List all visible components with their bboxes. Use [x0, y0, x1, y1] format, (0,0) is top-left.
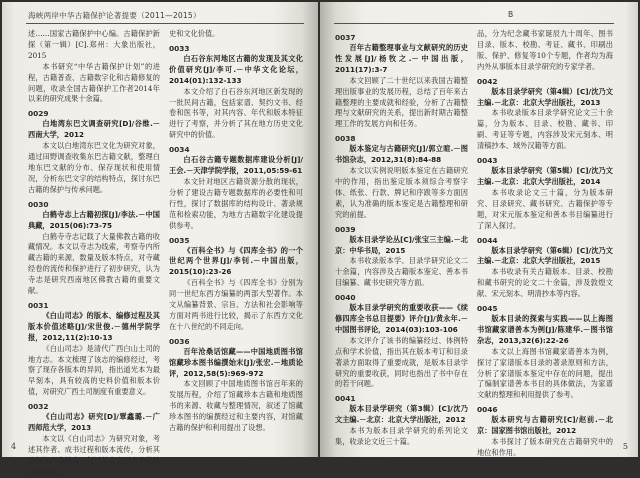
entry-citation: 版本目录学研究（第5辑）[C]/沈乃文主编.－北京：北京大学出版社，2014 — [477, 166, 613, 186]
bibliography-entry — [335, 393, 468, 448]
entry-citation: 《白山司志》的版本、编修过程及其版本价值述略[J]/宋世俊.－德州学院学报，2012,11(2):10-13 — [28, 310, 160, 342]
entry-citation: 《白山司志》研究[D]/覃鑫璐.－广西师范大学，2013 — [28, 412, 160, 433]
left-page-column-1 — [28, 29, 160, 476]
entry-abstract: 本文以《白山司志》为研究对象，考述其作者、成书过程和版本流传，分析其体例与内容特点，探讨其在土司志中的地位和价值。 — [28, 434, 160, 476]
continuation-text: 品，分为纪念藏书家诞辰九十周年、图书目录、版本、校勘、考证、藏书、印刷出版、保护、修复等10个专题，作者均为海内外从事版本目录学研究的专家学者。 — [477, 29, 613, 71]
bibliography-entry — [28, 300, 160, 398]
left-page — [2, 2, 318, 476]
entry-number: 0041 — [335, 394, 356, 404]
bibliography-entry — [169, 144, 303, 231]
bibliography-entry — [28, 199, 160, 297]
bibliography-entry — [28, 401, 160, 477]
entry-number: 0043 — [477, 156, 498, 166]
bibliography-entry — [169, 235, 303, 333]
bibliography-entry — [335, 32, 468, 130]
entry-abstract: 本文回顾了中国地质图书馆百年来的发展历程，介绍了馆藏珍本古籍和地质图书的来源、收藏与整理情况，叙述了馆藏珍本图书的编撰经过和主要内容，对馆藏古籍的保护和利用提出了设想。 — [169, 379, 303, 433]
right-page-column-1 — [335, 29, 468, 447]
entry-abstract: 本书收录版本学、目录学研究论文二十余篇，内容涉及古籍版本鉴定、善本书目编纂、藏书史研究等方面。 — [335, 256, 468, 288]
entry-number: 0039 — [335, 224, 356, 234]
bibliography-entry — [477, 235, 613, 301]
running-header: B — [508, 10, 514, 19]
entry-citation: 版本研究与古籍研究[C]/赵前.－北京：国家图书馆出版社，2012 — [477, 415, 613, 436]
left-page-column-2 — [169, 29, 303, 441]
entry-number: 0044 — [477, 235, 498, 245]
entry-citation: 百年古籍整理事业与文献研究的历史性发展[J]/杨牧之.－中国出版，2011(17):3-7 — [335, 43, 468, 74]
bibliography-entry — [335, 224, 468, 290]
entry-abstract: 本文以实例说明版本鉴定在古籍研究中的作用，指出鉴定版本须综合考察字体、纸张、行款、牌记和序跋等多方面因素，认为准确的版本鉴定是古籍整理和研究的前提。 — [335, 166, 468, 219]
entry-abstract: 本文针对地区古籍资源分散的现状，分析了建设古籍专题数据库的必要性和可行性，探讨了数据库的结构设计、著录规范和检索功能，为地方古籍数字化建设提供参考。 — [169, 176, 303, 230]
entry-citation: 版本目录学研究（第4辑）[C]/沈乃文主编.－北京：北京大学出版社，2013 — [477, 86, 613, 107]
right-page-column-2 — [477, 29, 613, 457]
entry-abstract: 本文回顾了二十世纪以来我国古籍整理出版事业的发展历程，总结了百年来古籍整理的主要成就和经验，分析了古籍整理与文献研究的关系，提出新时期古籍整理工作的发展方向和任务。 — [335, 75, 468, 129]
entry-abstract: 《百科全书》与《四库全书》分别为同一世纪东西方编纂的两部大型著作。本文从编纂背景、宗旨、方法和社会影响等方面对两书进行比较，揭示了东西方文化在十八世纪的不同走向。 — [169, 278, 303, 331]
continuation-abstract: 本书研究“中华古籍保护计划”的进程，古籍普查、古籍数字化和古籍修复的问题，收录全国古籍保护工作者2014年以来的研究成果十余篇。 — [28, 61, 160, 104]
bibliography-entry — [477, 303, 613, 401]
entry-abstract: 本书探讨了版本研究在古籍研究中的地位和作用。 — [477, 437, 613, 457]
bibliography-entry — [335, 133, 468, 220]
right-page — [320, 2, 638, 457]
entry-abstract: 本文以白地湾东巴文化为研究对象，通过田野调查收集东巴古籍文献，整理白地东巴文献的分布、保存现状和使用情况，分析东巴文字的结构特点，探讨东巴古籍的保护与传承问题。 — [28, 141, 160, 194]
entry-citation: 白地湾东巴文调查研究[D]/谷维.－西南大学，2012 — [28, 119, 160, 140]
continuation-citation: 述……国家古籍保护中心编。古籍保护新探（第一辑）[C].郑州：大象出版社，2015 — [28, 29, 160, 60]
continuation-text: 史和文化价值。 — [169, 29, 220, 38]
entry-number: 0029 — [28, 109, 49, 119]
page-number: 4 — [11, 442, 17, 451]
bibliography-entry — [477, 155, 613, 231]
header-rule — [26, 23, 304, 24]
entry-number: 0038 — [335, 134, 356, 144]
entry-number: 0046 — [477, 405, 498, 415]
entry-citation: 版本鉴定与古籍研究[J]/郭立暄.－图书馆杂志，2012,31(8):84-88 — [335, 144, 468, 165]
entry-citation: 版本目录学研究的重要收获——《续修四库全书总目提要》评介[J]/黄永年.－中国图书评论，2014(03):103-106 — [335, 303, 468, 334]
entry-abstract: 本书收录论文三十篇，分为版本研究、目录研究、藏书研究、古籍保护等专题，对宋元版本鉴定和善本书目编纂进行了深入探讨。 — [477, 187, 613, 230]
entry-number: 0042 — [477, 76, 498, 86]
entry-number: 0033 — [169, 43, 190, 53]
entry-citation: 版本目录的探索与实践——以上海图书馆藏家谱善本为例[J]/陈建华.－图书馆杂志，2013,32(6):22-26 — [477, 314, 613, 345]
entry-number: 0037 — [335, 33, 356, 42]
entry-citation: 《百科全书》与《四库全书》的一个世纪两个世界[J]/李钊.－中国出版，2015(10):23-26 — [169, 245, 303, 277]
running-header: 海峡两岸中华古籍保护论著提要（2011—2015） — [28, 11, 201, 20]
entry-abstract: 本文评介了该书的编纂经过、体例特点和学术价值，指出其在版本考订和目录著录方面取得了重要成就，是版本目录学研究的重要收获，同时也指出了书中存在的若干问题。 — [335, 335, 468, 389]
entry-abstract: 《白山司志》是清代广西白山土司的地方志。本文梳理了该志的编修经过，考察了现存各版本的异同，指出道光本为最早刻本，具有较高的史料价值和版本价值，对研究广西土司制度有重要意义。 — [28, 343, 160, 397]
entry-abstract: 白鹤寺寺志记载了大量佛教古籍的收藏情况。本文以寺志为线索，考察寺内所藏古籍的来源、数量及版本特点，对寺藏经卷的流传和保护进行了初步研究，认为寺志是研究西南地区佛教古籍的重要文献。 — [28, 231, 160, 296]
entry-number: 0031 — [28, 300, 49, 310]
entry-number: 0034 — [169, 145, 190, 155]
entry-abstract: 本书收录版本目录学研究论文三十余篇，分为版本、目录、校勘、藏书、印刷、考证等专题，内容涉及宋元刻本、明清稿抄本、域外汉籍等方面。 — [477, 108, 613, 151]
entry-citation: 版本目录学研究（第6辑）[C]/沈乃文主编.－北京：北京大学出版社，2015 — [477, 245, 613, 266]
bibliography-entry — [169, 336, 303, 434]
entry-abstract: 本文介绍了白石谷东河地区新发现的一批民间古籍，包括家谱、契约文书、经卷和医书等，对其内容、年代和版本特征进行了考察，并分析了其在地方历史文化研究中的价值。 — [169, 86, 303, 140]
bibliography-entry — [169, 43, 303, 141]
entry-abstract: 本书为版本目录学研究的系列论文集，收录论文近三十篇。 — [335, 426, 468, 447]
bibliography-entry — [335, 292, 468, 390]
entry-number: 0045 — [477, 304, 498, 314]
entry-number: 0035 — [169, 235, 190, 245]
entry-citation: 白石谷东河地区古籍的发现及其文化价值研究[J]/李可.－中华文化论坛，2014(01):132-133 — [169, 53, 303, 85]
entry-citation: 白鹤寺志上古籍初探[J]/李法.－中国典藏，2015(06):73-75 — [28, 209, 160, 230]
entry-number: 0036 — [169, 336, 190, 346]
bibliography-entry — [477, 76, 613, 152]
bibliography-entry — [28, 108, 160, 195]
entry-number: 0040 — [335, 293, 356, 303]
bibliography-entry — [477, 404, 613, 459]
header-rule — [334, 23, 614, 24]
entry-citation: 白石谷古籍专题数据库建设分析[J]/王会.－天津学院学报，2011,05:59-61 — [169, 155, 303, 176]
entry-number: 0030 — [28, 199, 49, 209]
entry-number: 0032 — [28, 402, 49, 412]
entry-abstract: 本文以上海图书馆藏家谱善本为例，探讨了家谱版本目录的著录原则和方法，分析了家谱版本鉴定中存在的问题，提出了编制家谱善本书目的具体做法，为家谱文献的整理和利用提供了参考。 — [477, 346, 613, 400]
entry-citation: 百年沧桑话馆藏——中国地质图书馆馆藏珍本图书编撰始末[J]/张宏.－地质论评，2012,58(5):969-972 — [169, 346, 303, 378]
entry-citation: 版本目录学论丛[C]/张宝三主编.－北京：中华书局，2015 — [335, 234, 468, 255]
page-number: 5 — [622, 442, 628, 451]
entry-abstract: 本书收录有关古籍版本、目录、校勘和藏书研究的论文二十余篇，涉及敦煌文献、宋元刻本、明清抄本等内容。 — [477, 267, 613, 299]
entry-citation: 版本目录学研究（第3辑）[C]/沈乃文主编.－北京：北京大学出版社，2012 — [335, 404, 468, 425]
